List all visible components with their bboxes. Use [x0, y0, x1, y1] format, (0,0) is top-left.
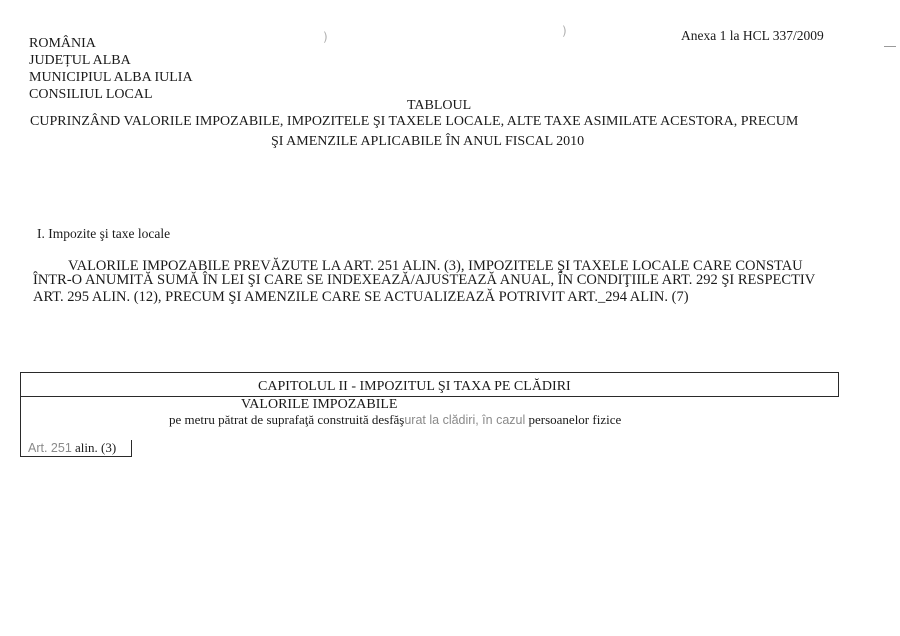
header-municipality: MUNICIPIUL ALBA IULIA	[29, 70, 193, 85]
table-description-part-2: persoanelor fizice	[525, 412, 622, 427]
intro-paragraph-line-1: VALORILE IMPOZABILE PREVĂZUTE LA ART. 251 ALIN. (3), IMPOZITELE ŞI TAXELE LOCALE CARE CONSTAU	[68, 258, 803, 274]
header-council: CONSILIUL LOCAL	[29, 87, 153, 102]
section-heading: I. Impozite şi taxe locale	[37, 226, 171, 241]
article-cell-right-border	[131, 440, 132, 457]
table-row-divider	[20, 396, 839, 397]
article-reference	[28, 440, 116, 456]
intro-paragraph-line-3: ART. 295 ALIN. (12), PRECUM ŞI AMENZILE CARE SE ACTUALIZEAZĂ POTRIVIT ART._294 ALIN. (7)	[33, 289, 689, 305]
scan-mark-1: )	[323, 30, 328, 44]
chapter-heading: CAPITOLUL II - IMPOZITUL ŞI TAXA PE CLĂDIRI	[258, 379, 571, 394]
scan-edge-mark	[884, 46, 896, 47]
table-top-border	[20, 372, 839, 373]
document-subtitle-line-1: CUPRINZÂND VALORILE IMPOZABILE, IMPOZITELE ŞI TAXELE LOCALE, ALTE TAXE ASIMILATE ACESTORA, PRECUM	[30, 114, 799, 129]
table-description-part-1: pe metru pătrat de suprafaţă construită desfăş	[169, 412, 405, 427]
header-country: ROMÂNIA	[29, 36, 96, 51]
article-reference-rest: alin. (3)	[71, 440, 117, 455]
table-left-border	[20, 372, 21, 457]
article-cell-bottom-border	[20, 456, 132, 457]
table-description-faint: urat la clădiri, în cazul	[404, 413, 526, 427]
intro-paragraph-line-2: ÎNTR-O ANUMITĂ SUMĂ ÎN LEI ŞI CARE SE INDEXEAZĂ/AJUSTEAZĂ ANUAL, ÎN CONDIŢIILE ART. 292 ŞI RESPECTIV	[33, 272, 816, 288]
document-title: TABLOUL	[407, 98, 472, 113]
table-description	[169, 412, 621, 428]
document-subtitle-line-2: ŞI AMENZILE APLICABILE ÎN ANUL FISCAL 2010	[271, 134, 585, 149]
annex-reference: Anexa 1 la HCL 337/2009	[681, 28, 824, 43]
table-right-border	[838, 372, 839, 396]
article-reference-faint: Art. 251	[28, 441, 72, 455]
scan-mark-2: )	[562, 24, 567, 38]
header-county: JUDEȚUL ALBA	[29, 53, 131, 68]
table-heading: VALORILE IMPOZABILE	[241, 397, 398, 412]
